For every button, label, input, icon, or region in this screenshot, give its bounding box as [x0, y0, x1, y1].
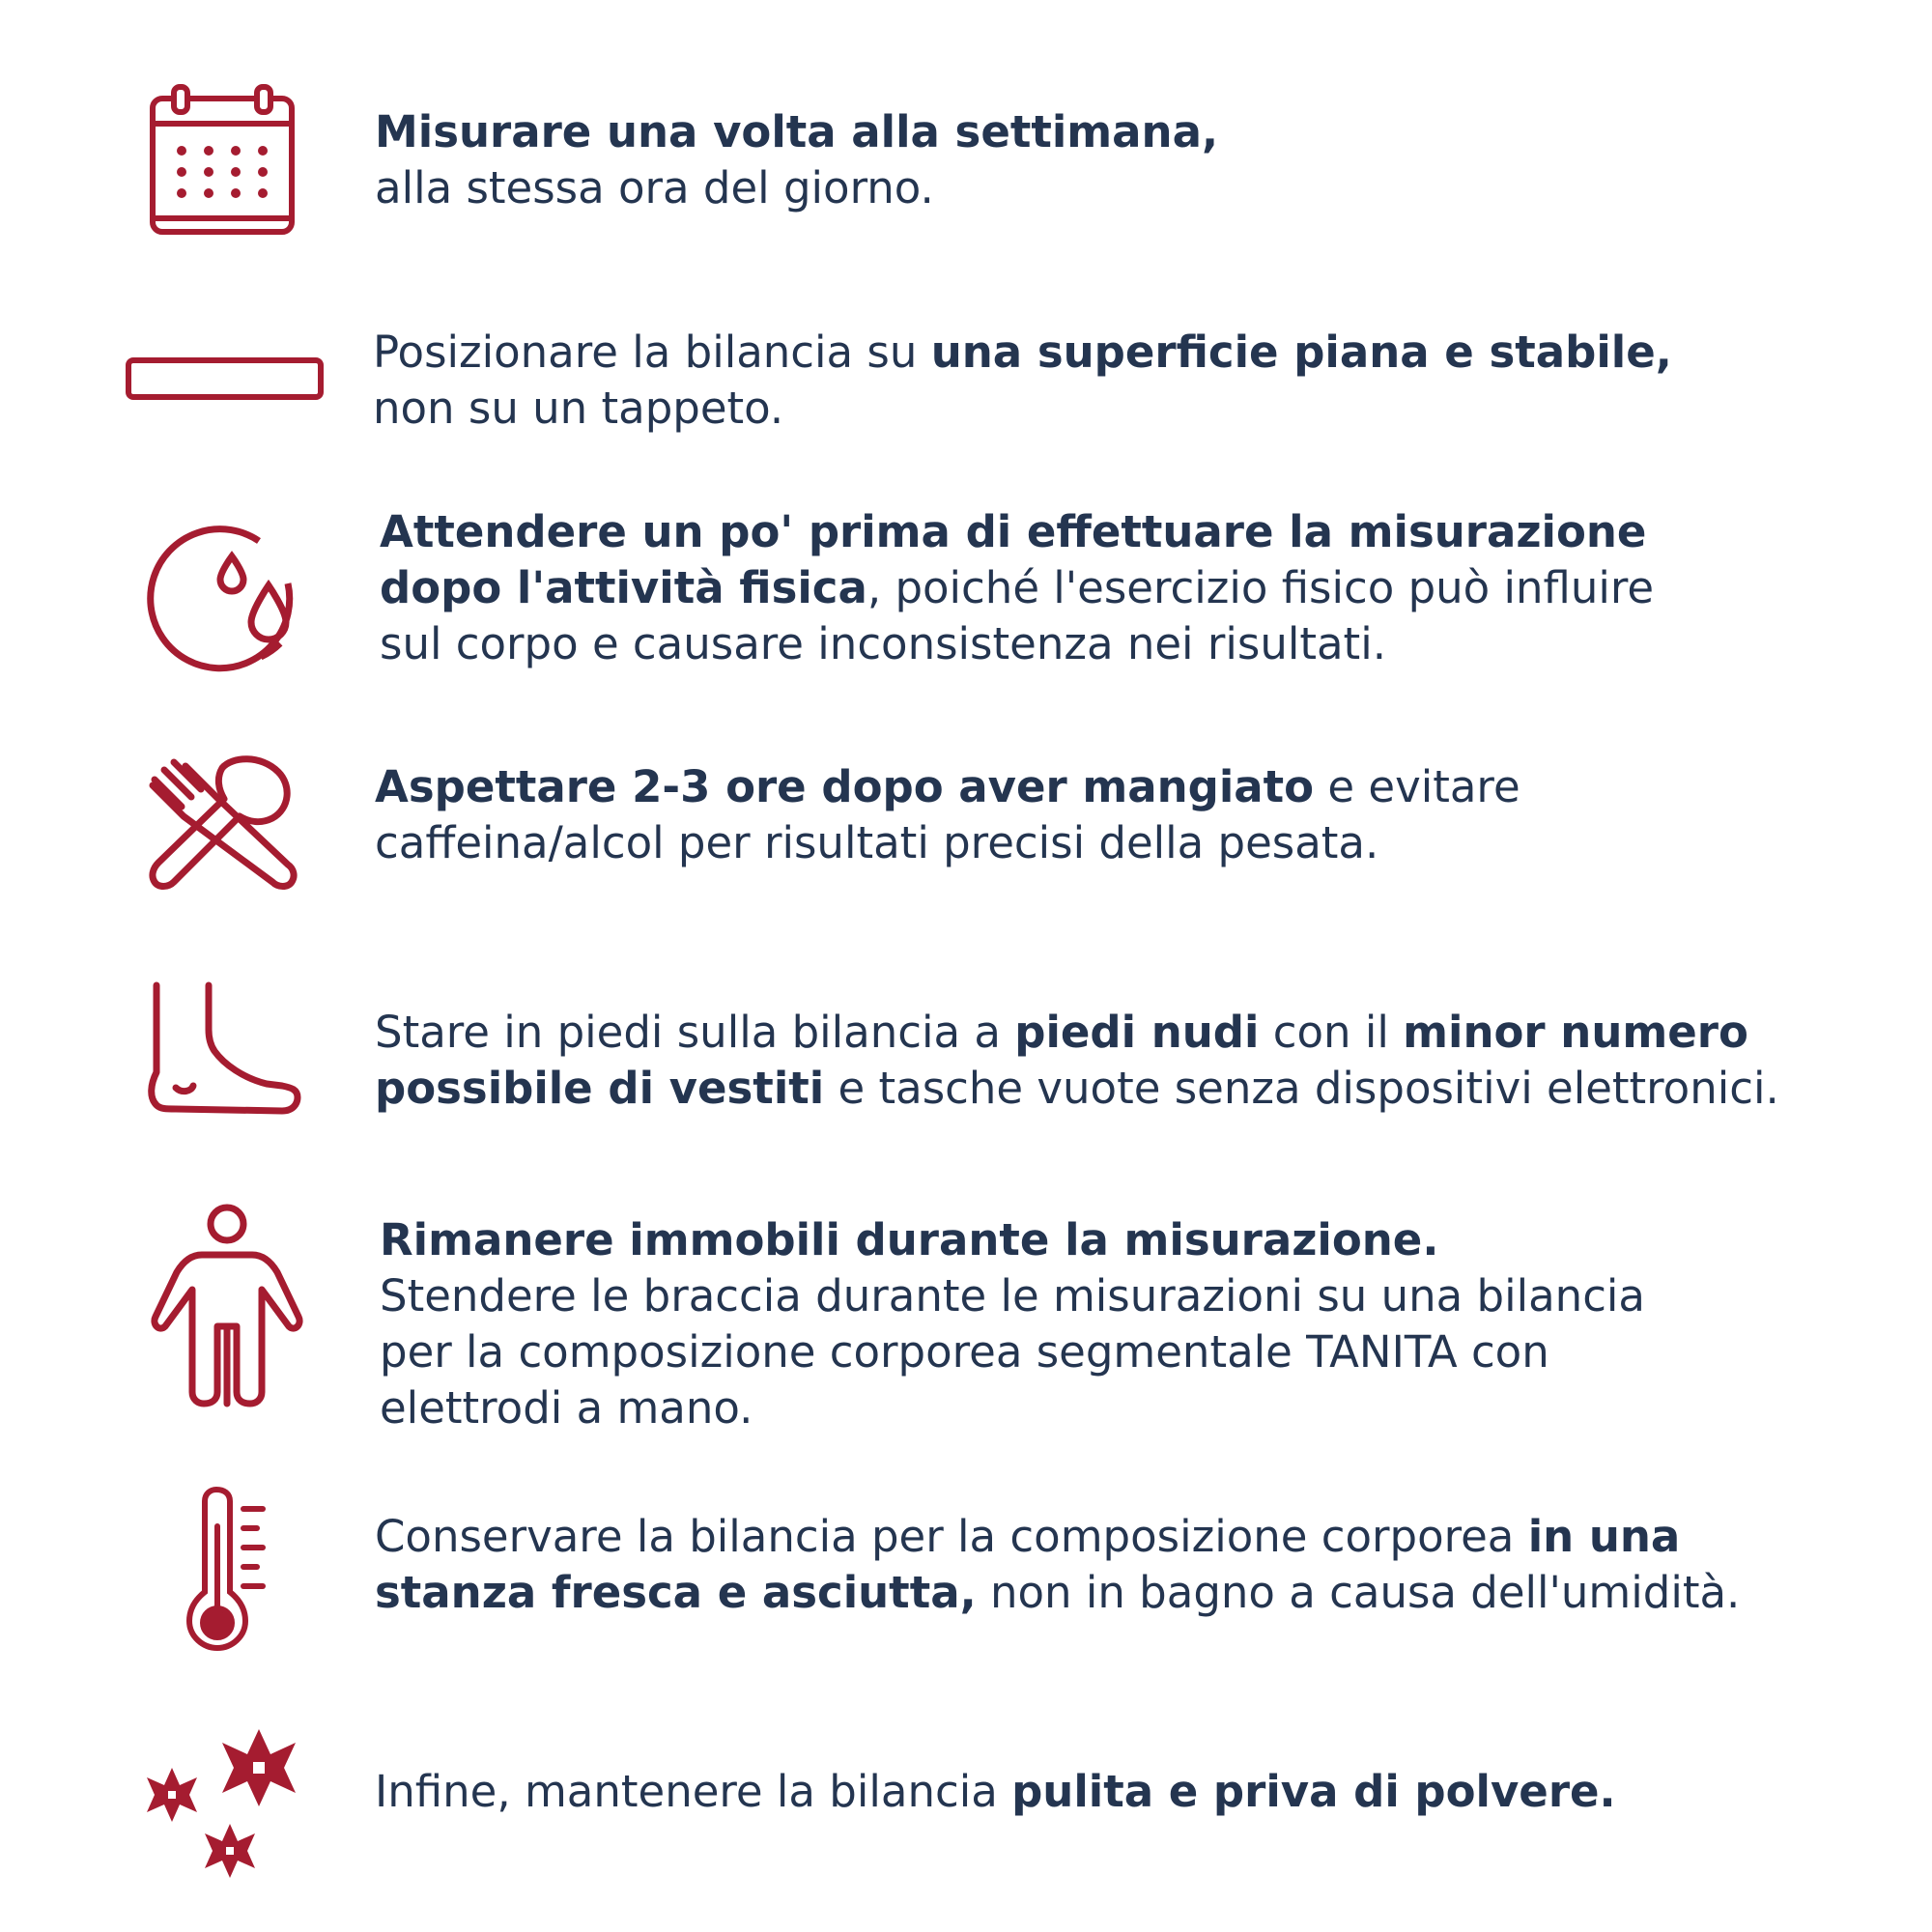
- sparkle-clean-icon: [145, 1729, 299, 1884]
- fork-spoon-icon: [147, 758, 301, 894]
- tip-text-eating: Aspettare 2-3 ore dopo aver mangiato e evitare caffeina/alcol per risultati precisi della pesata.: [375, 761, 1520, 868]
- person-standing-icon: [150, 1203, 304, 1406]
- tip-text-exercise: Attendere un po' prima di effettuare la misurazione dopo l'attività fisica, poiché l'esercizio fisico può influire sul corpo e causare inconsistenza nei risultati.: [380, 506, 1655, 669]
- thermometer-icon: [184, 1488, 270, 1652]
- calendar-icon: [145, 85, 299, 240]
- sweat-drops-icon: [145, 520, 299, 674]
- tip-text-storage: Conservare la bilancia per la composizione corporea in una stanza fresca e asciutta, non in bagno a causa dell'umidità.: [375, 1511, 1741, 1618]
- bare-foot-icon: [147, 983, 301, 1114]
- tip-text-weekly: Misurare una volta alla settimana, alla stessa ora del giorno.: [375, 106, 1219, 213]
- tip-text-still: Rimanere immobili durante la misurazione. Stendere le braccia durante le misurazioni su una bilancia per la composizione corporea segmentale TANITA con elettrodi a mano.: [380, 1214, 1646, 1434]
- flat-surface-icon: [126, 357, 324, 400]
- tip-text-barefoot: Stare in piedi sulla bilancia a piedi nudi con il minor numero possibile di vestiti e tasche vuote senza dispositivi elettronici.: [375, 1007, 1779, 1114]
- tip-text-surface: Posizionare la bilancia su una superficie piana e stabile, non su un tappeto.: [373, 327, 1672, 434]
- tip-text-clean: Infine, mantenere la bilancia pulita e priva di polvere.: [375, 1766, 1616, 1817]
